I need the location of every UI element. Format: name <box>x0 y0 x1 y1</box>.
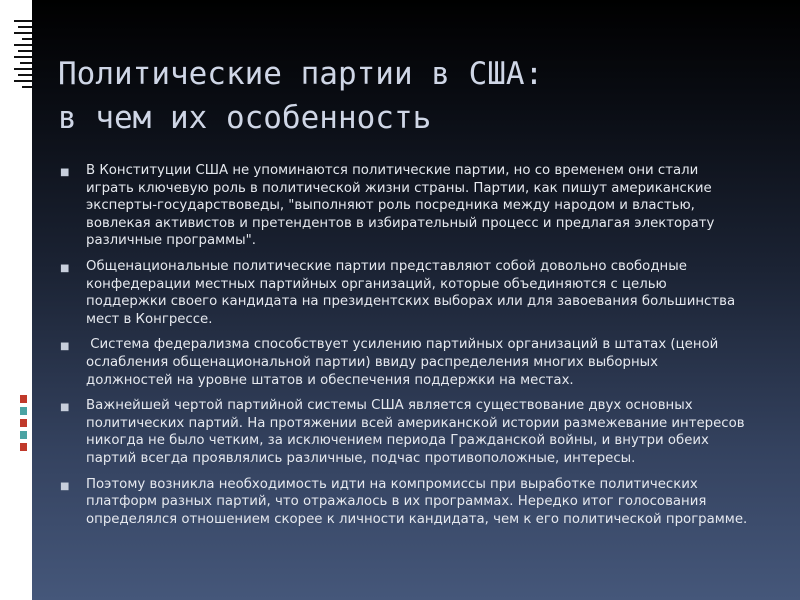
bullet-item <box>58 476 748 529</box>
bullet-item <box>58 336 748 389</box>
slide-title <box>58 52 748 140</box>
bullet-square-icon: ■ <box>60 167 70 178</box>
bullet-square-icon: ■ <box>60 480 70 492</box>
bullet-item <box>58 162 748 250</box>
bullet-text: Поэтому возникла необходимость идти на компромиссы при выработке политических платформ разных партий, что отражалось в их программах. Нередко итог голосования определялся отношением скорее к личности кандидата, чем к его политической программе. <box>86 476 748 527</box>
bullet-square-icon: ■ <box>60 341 70 353</box>
decorative-lines <box>14 0 32 100</box>
bullet-item <box>58 397 748 467</box>
slide-title-line-2: в чем их особенность <box>58 100 432 136</box>
slide-left-margin <box>0 0 32 600</box>
bullet-square-icon: ■ <box>60 262 70 274</box>
accent-square-teal <box>20 431 27 439</box>
bullet-text: Важнейшей чертой партийной системы США является существование двух основных политических партий. На протяжении всей американской истории размежевание интересов никогда не было четким, за исключением периода Гражданской войны, и внутри обеих партий всегда проявлялись различные, подчас противоположные, интересы. <box>86 398 745 466</box>
accent-square-red <box>20 395 27 403</box>
decorative-color-squares <box>20 395 32 455</box>
accent-square-red <box>20 419 27 427</box>
bullet-text: Система федерализма способствует усилению партийных организаций в штатах (ценой ослабления общенациональной партии) ввиду распределения многих выборных должностей на уровне штатов и обеспечения поддержки на местах. <box>86 337 723 388</box>
bullet-square-icon: ■ <box>60 402 70 414</box>
slide-title-line-1: Политические партии в США: <box>58 56 544 92</box>
bullet-text: В Конституции США не упоминаются политические партии, но со временем они стали играть ключевую роль в политической жизни страны. Партии, как пишут американские эксперты-государствоведы, "выполняют роль посредника между народом и властью, вовлекая активистов и претендентов в избирательный процесс и предлагая электорату различные программы". <box>86 163 715 249</box>
bullet-item <box>58 258 748 328</box>
bullet-text: Общенациональные политические партии представляют собой довольно свободные конфедерации местных партийных организаций, которые объединяются с целью поддержки своего кандидата на президентских выборах или для завоевания большинства мест в Конгрессе. <box>86 258 736 327</box>
accent-square-teal <box>20 407 27 415</box>
bullet-list <box>58 162 748 536</box>
accent-square-red <box>20 443 27 451</box>
